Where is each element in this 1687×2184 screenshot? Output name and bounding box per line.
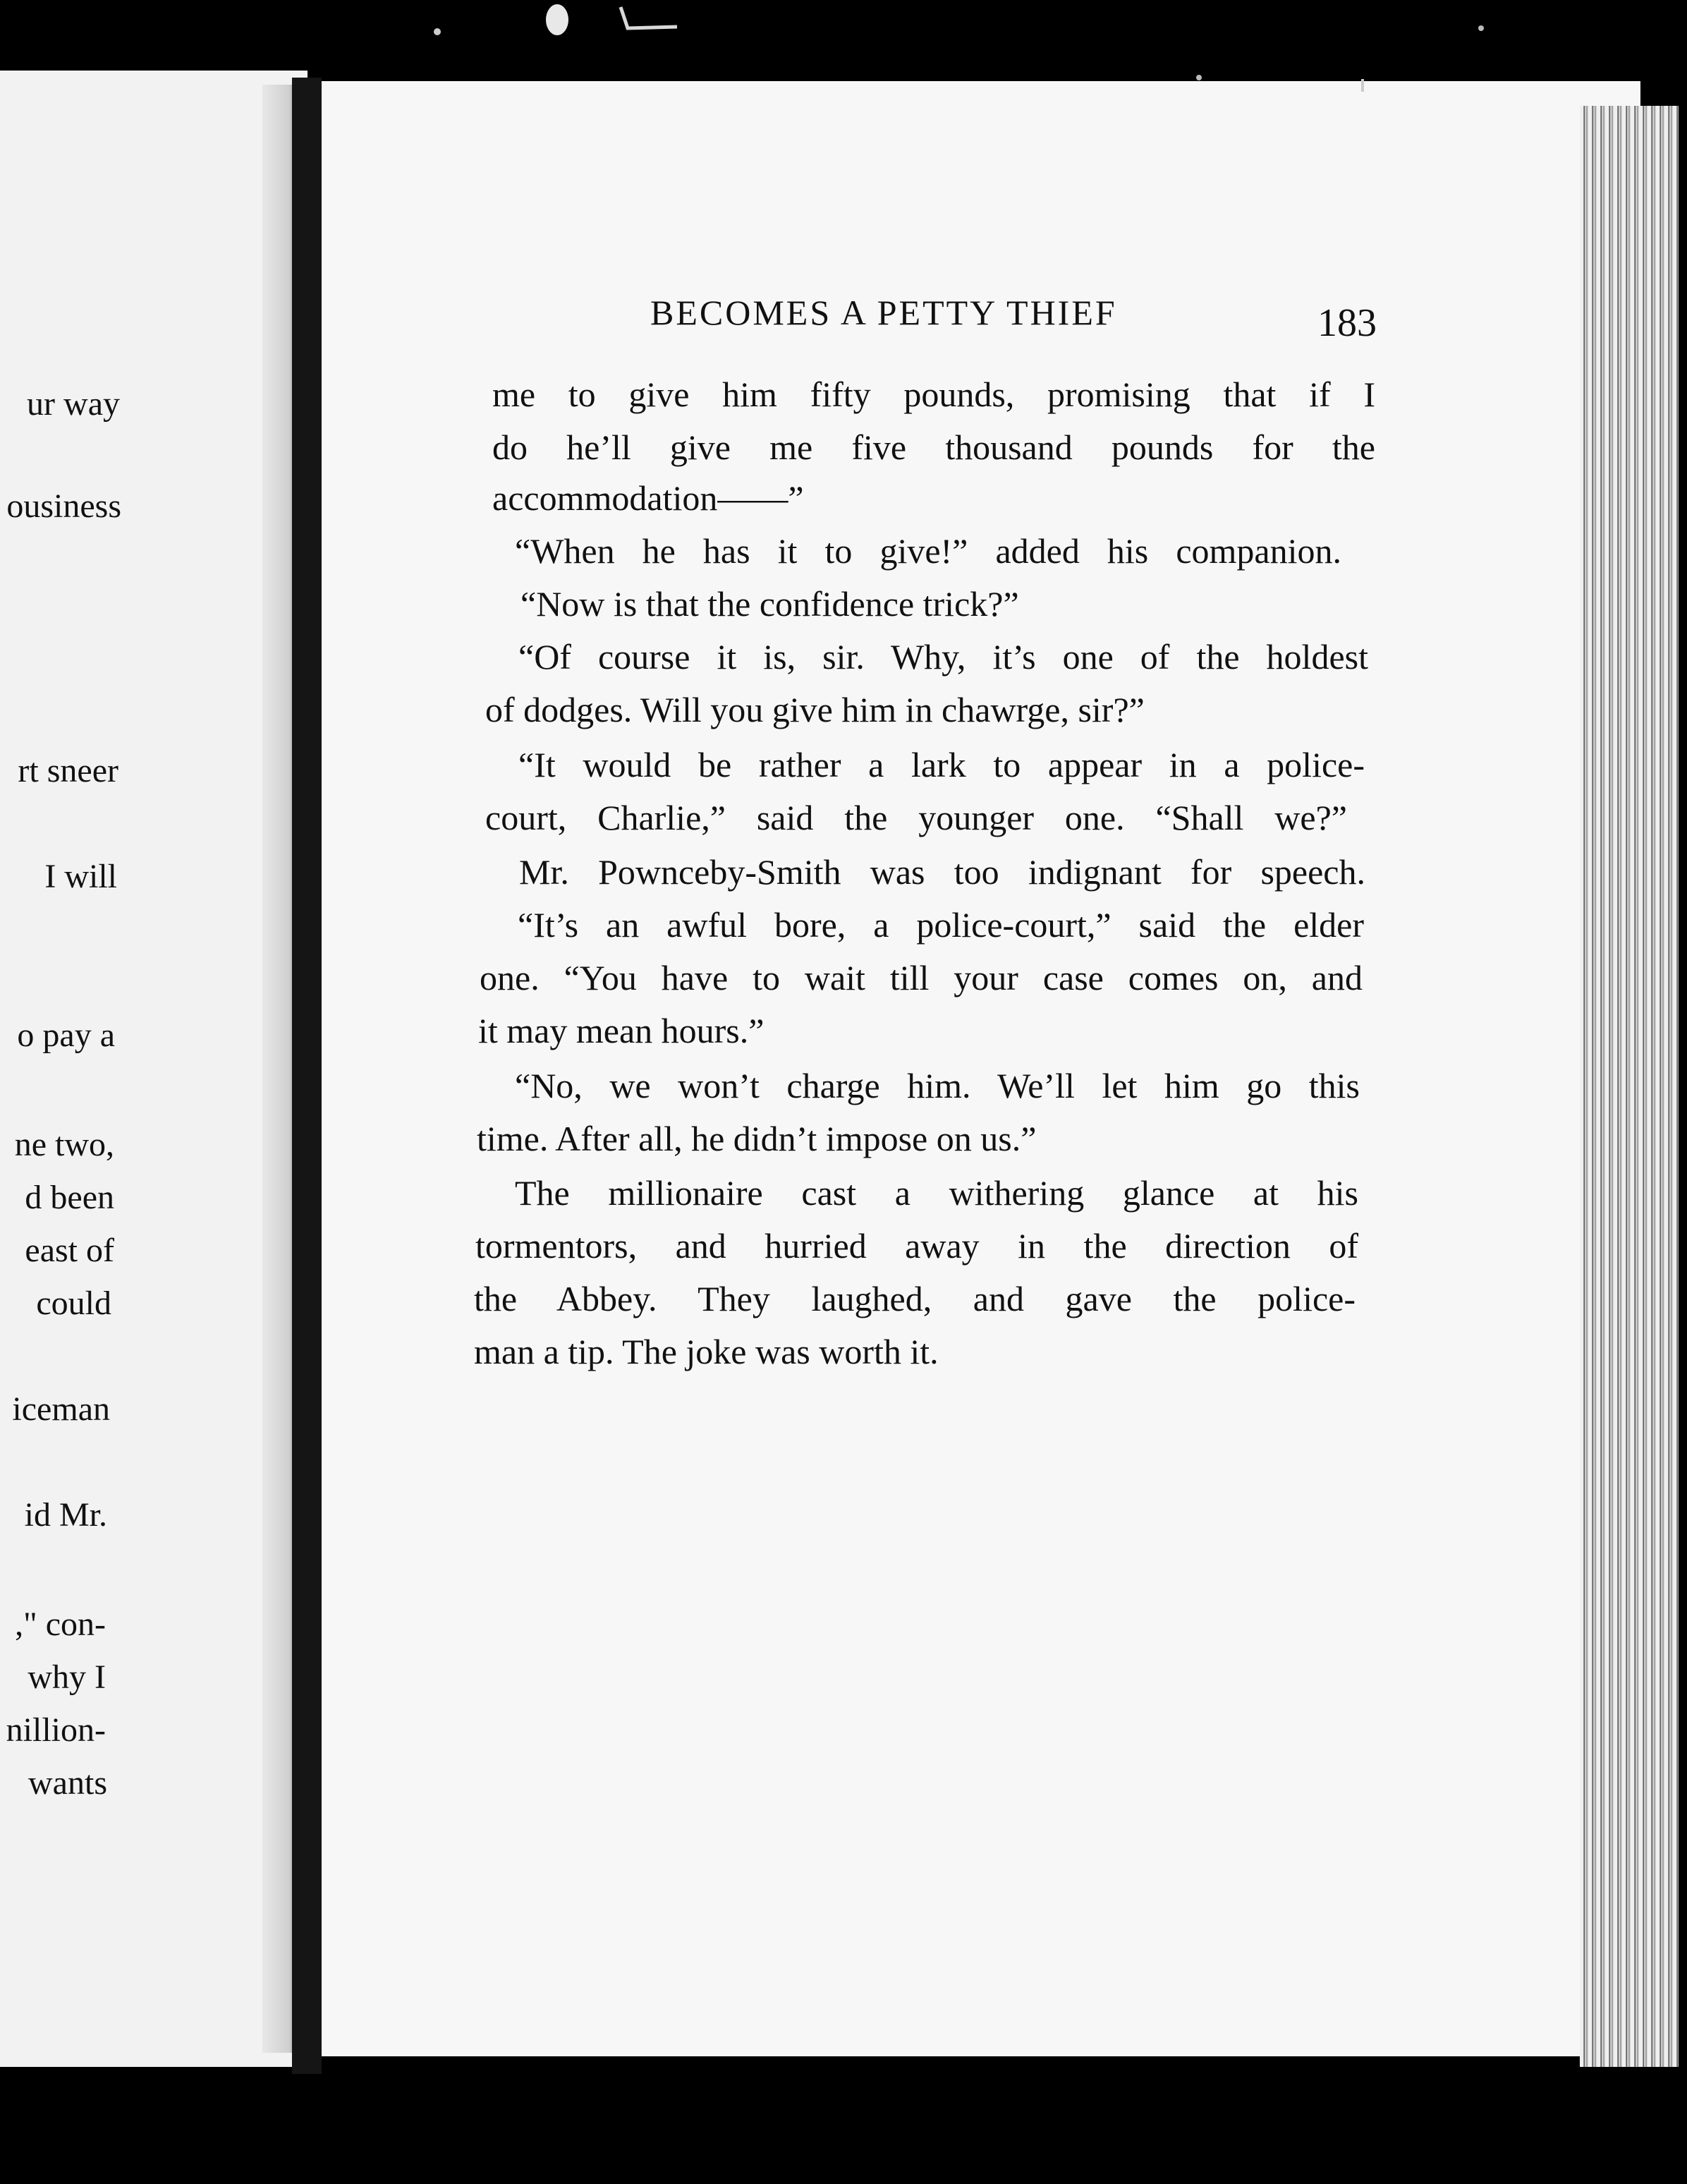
text-line: it may mean hours.” bbox=[478, 1011, 765, 1050]
text-line: me to give him fifty pounds, promising that if I bbox=[492, 375, 1375, 414]
left-page-fragment: nillion- bbox=[6, 1711, 106, 1749]
left-page-fragment: I will bbox=[44, 858, 117, 895]
scan-noise-top bbox=[0, 0, 1687, 92]
left-page-fragment: ur way bbox=[27, 385, 120, 423]
text-line: Mr. Pownceby-Smith was too indignant for speech. bbox=[519, 852, 1365, 892]
text-line: “It would be rather a lark to appear in a police- bbox=[518, 745, 1365, 784]
text-line: man a tip. The joke was worth it. bbox=[474, 1332, 939, 1371]
text-line: “When he has it to give!” added his companion. bbox=[515, 531, 1341, 571]
running-head: BECOMES A PETTY THIEF bbox=[650, 293, 1117, 332]
left-page-fragment: id Mr. bbox=[24, 1496, 107, 1534]
text-line: court, Charlie,” said the younger one. “Shall we?” bbox=[485, 798, 1347, 837]
left-page-fragment: could bbox=[36, 1285, 111, 1322]
left-page-fragment: d been bbox=[25, 1179, 114, 1216]
text-line: one. “You have to wait till your case comes on, and bbox=[480, 958, 1363, 997]
left-page-fragment: iceman bbox=[12, 1390, 110, 1428]
text-line: “It’s an awful bore, a police-court,” said the elder bbox=[518, 905, 1364, 945]
left-page-fragment: why I bbox=[28, 1658, 106, 1696]
left-page-fragment: ne two, bbox=[14, 1126, 114, 1163]
text-line: “Now is that the confidence trick?” bbox=[520, 584, 1019, 624]
page-edges-stack bbox=[1580, 106, 1679, 2067]
left-page-fragment: wants bbox=[28, 1764, 107, 1802]
book-spine-shadow bbox=[292, 78, 322, 2074]
text-line: of dodges. Will you give him in chawrge, sir?” bbox=[485, 690, 1145, 729]
text-line: the Abbey. They laughed, and gave the police- bbox=[474, 1279, 1356, 1318]
text-line: tormentors, and hurried away in the direction of bbox=[475, 1226, 1358, 1266]
left-page-fragment: east of bbox=[25, 1232, 114, 1269]
text-line: “No, we won’t charge him. We’ll let him go this bbox=[515, 1066, 1360, 1105]
text-line: accommodation——” bbox=[492, 478, 804, 518]
left-page-fragment: rt sneer bbox=[18, 752, 118, 789]
left-page-fragment: o pay a bbox=[17, 1017, 115, 1054]
text-line: do he’ll give me five thousand pounds for the bbox=[492, 427, 1375, 467]
left-page-fragment: ousiness bbox=[6, 487, 121, 525]
text-line: time. After all, he didn’t impose on us.” bbox=[477, 1119, 1037, 1158]
text-line: “Of course it is, sir. Why, it’s one of the holdest bbox=[518, 637, 1368, 677]
text-line: The millionaire cast a withering glance at his bbox=[515, 1173, 1358, 1213]
page-number: 183 bbox=[1317, 301, 1377, 345]
left-page-fragment: ," con- bbox=[15, 1606, 106, 1643]
